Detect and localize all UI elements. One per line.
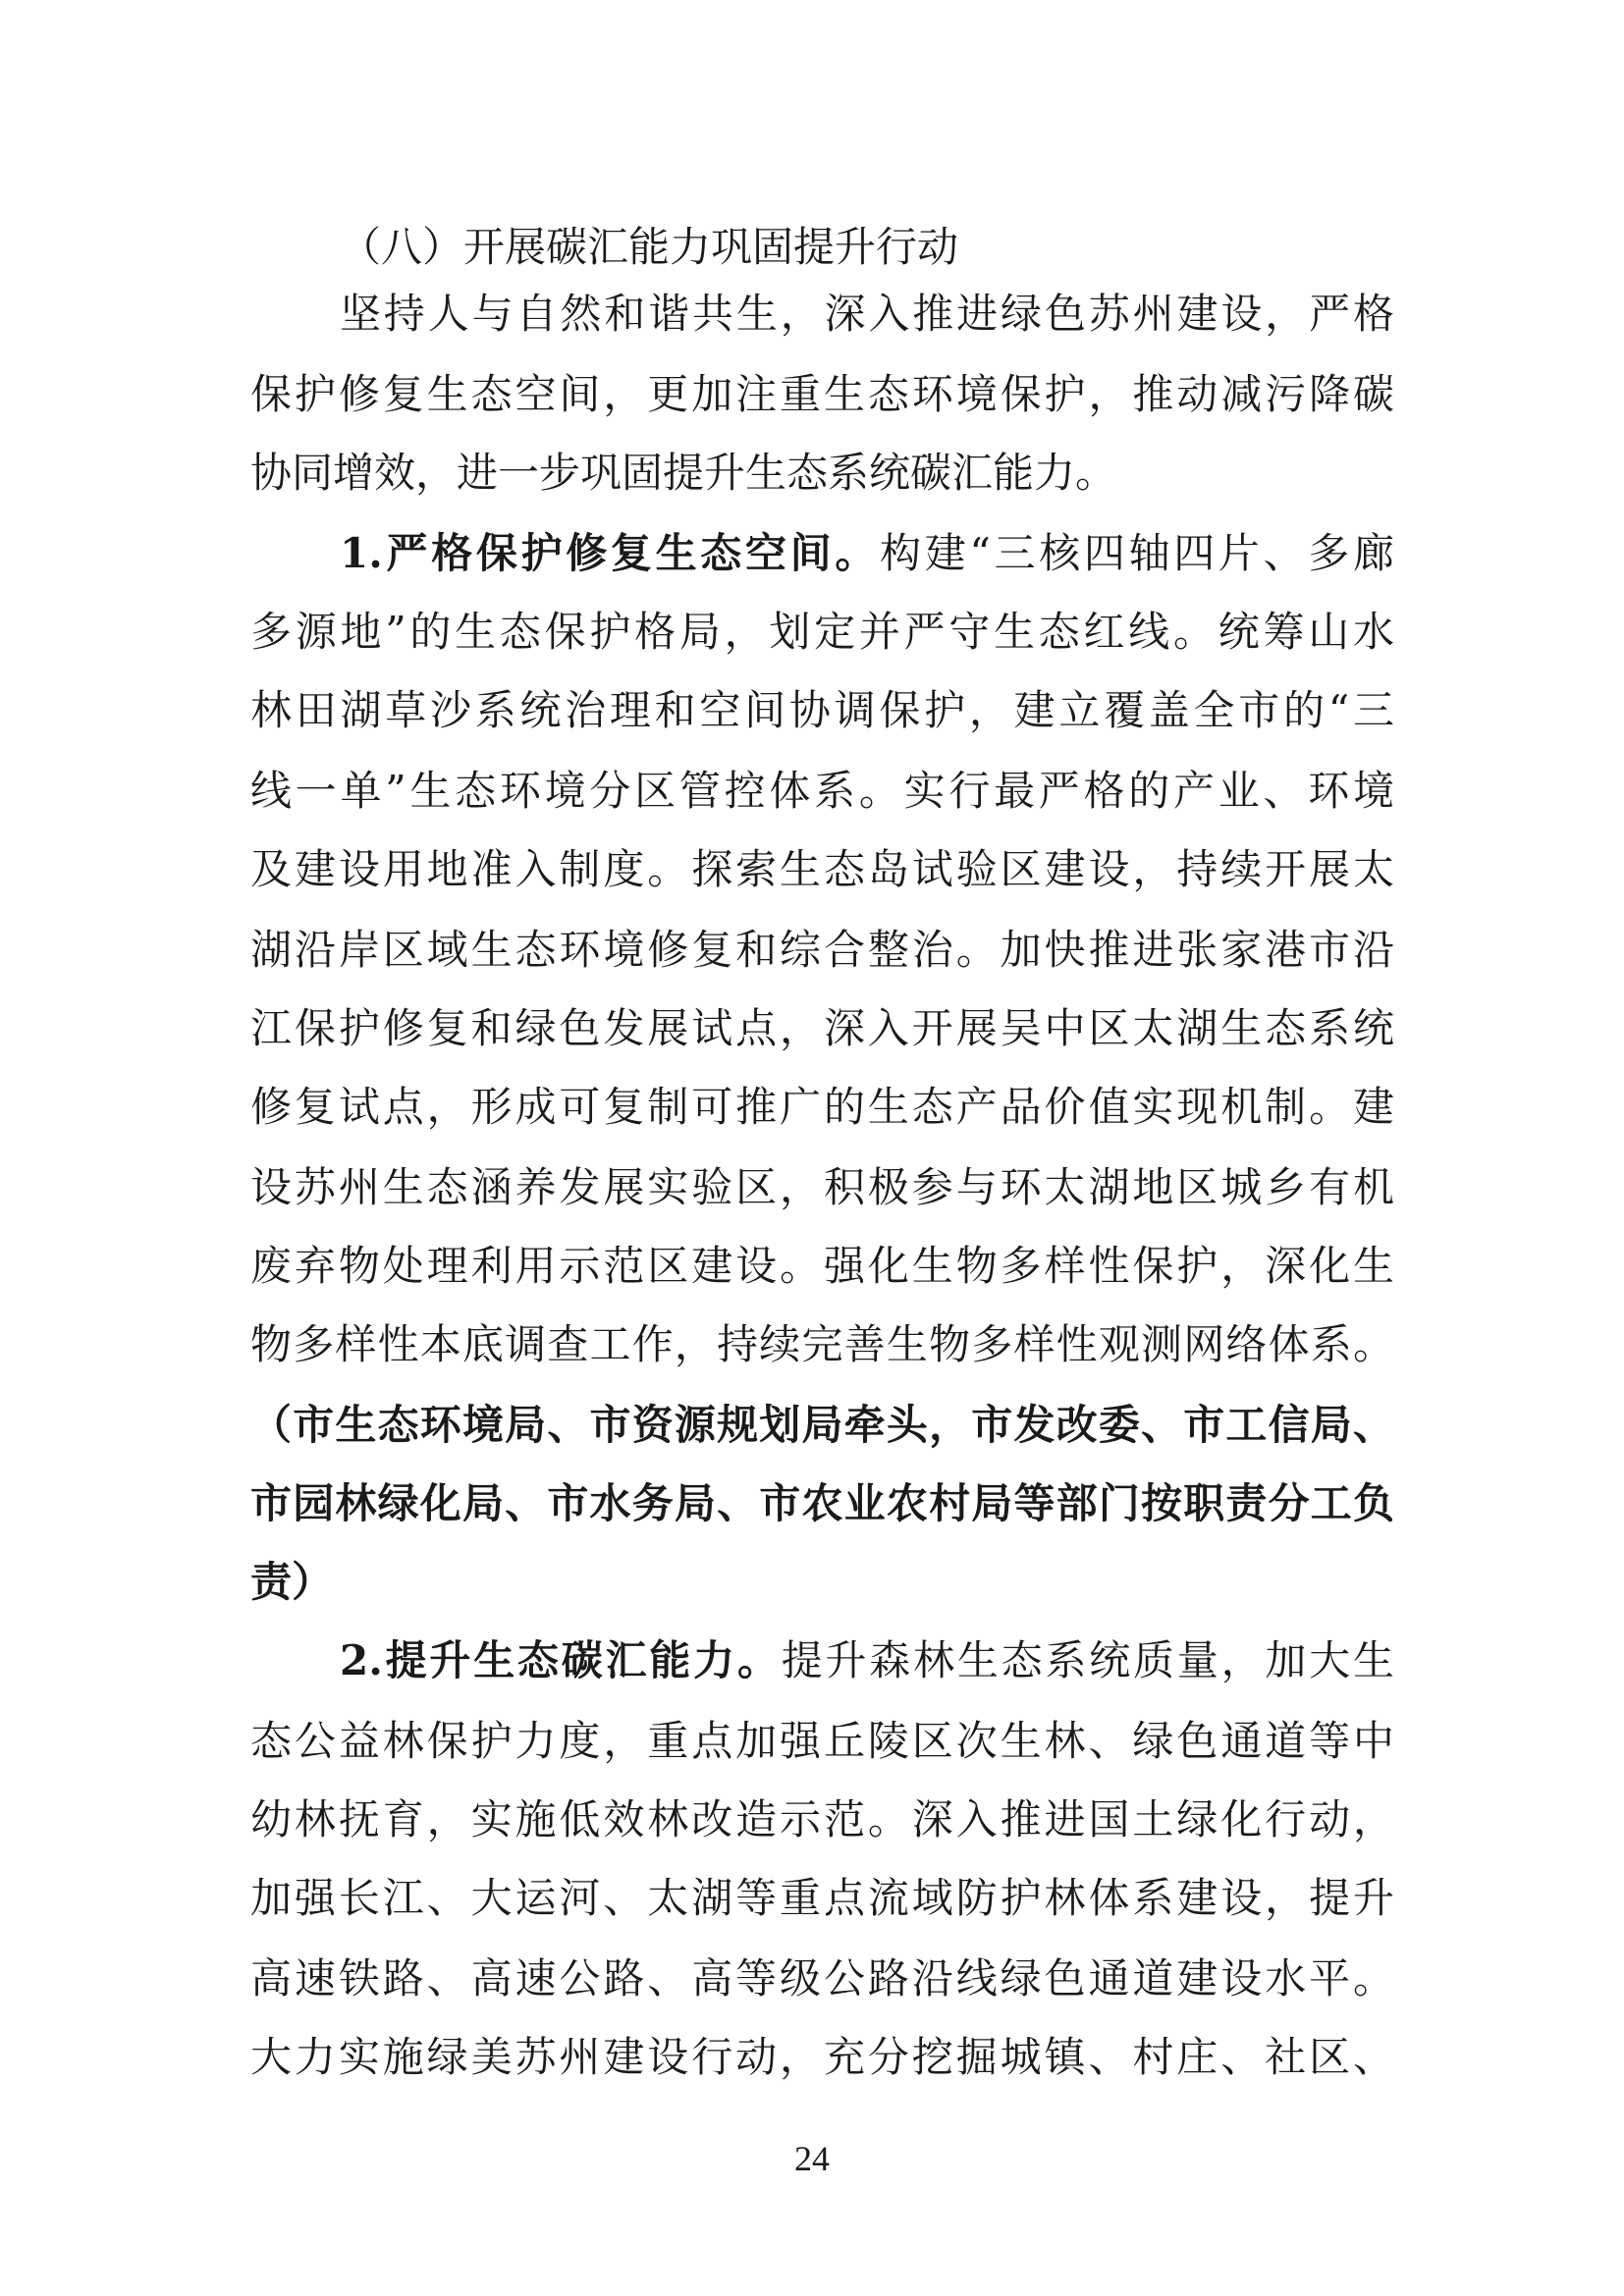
intro-line: 坚持人与自然和谐共生，深入推进绿色苏州建设，严格 bbox=[340, 290, 1394, 338]
item2-title: 2.提升生态碳汇能力。 bbox=[340, 1636, 782, 1684]
section-heading: （八）开展碳汇能力巩固提升行动 bbox=[340, 223, 959, 271]
item1-line: 江保护修复和绿色发展试点，深入开展吴中区太湖生态系统 bbox=[250, 1004, 1394, 1052]
item1-responsibility: 市园林绿化局、市水务局、市农业农村局等部门按职责分工负 bbox=[250, 1479, 1394, 1527]
item1-line: 湖沿岸区域生态环境修复和综合整治。加快推进张家港市沿 bbox=[250, 926, 1394, 974]
item1-responsibility: 责） bbox=[250, 1558, 334, 1606]
item2-line: 幼林抚育，实施低效林改造示范。深入推进国土绿化行动， bbox=[250, 1795, 1394, 1843]
item2-line: 高速铁路、高速公路、高等级公路沿线绿色通道建设水平。 bbox=[250, 1954, 1394, 2002]
intro-line: 保护修复生态空间，更加注重生态环境保护，推动减污降碳 bbox=[250, 370, 1394, 418]
item1-line: 多源地”的生态保护格局，划定并严守生态红线。统筹山水 bbox=[250, 608, 1394, 656]
item1-line: 修复试点，形成可复制可推广的生态产品价值实现机制。建 bbox=[250, 1083, 1394, 1131]
item2-first-line bbox=[340, 1631, 1394, 1690]
item1-first-line-rest: 构建“三核四轴四片、多廊 bbox=[880, 529, 1394, 577]
item1-title: 1.严格保护修复生态空间。 bbox=[340, 529, 881, 577]
item1-responsibility: （市生态环境局、市资源规划局牵头，市发改委、市工信局、 bbox=[250, 1401, 1394, 1449]
item1-line: 设苏州生态涵养发展实验区，积极参与环太湖地区城乡有机 bbox=[250, 1163, 1394, 1211]
item1-first-line bbox=[340, 524, 1394, 583]
item2-line: 加强长江、大运河、太湖等重点流域防护林体系建设，提升 bbox=[250, 1874, 1394, 1922]
item1-line: 物多样性本底调查工作，持续完善生物多样性观测网络体系。 bbox=[250, 1320, 1394, 1368]
item1-line: 及建设用地准入制度。探索生态岛试验区建设，持续开展太 bbox=[250, 845, 1394, 893]
item1-line: 废弃物处理利用示范区建设。强化生物多样性保护，深化生 bbox=[250, 1242, 1394, 1290]
item2-line: 态公益林保护力度，重点加强丘陵区次生林、绿色通道等中 bbox=[250, 1717, 1394, 1765]
intro-line: 协同增效，进一步巩固提升生态系统碳汇能力。 bbox=[250, 449, 1117, 497]
item1-line: 线一单”生态环境分区管控体系。实行最严格的产业、环境 bbox=[250, 767, 1394, 815]
item2-first-line-rest: 提升森林生态系统质量，加大生 bbox=[781, 1636, 1394, 1684]
item1-line: 林田湖草沙系统治理和空间协调保护，建立覆盖全市的“三 bbox=[250, 686, 1394, 734]
item2-line: 大力实施绿美苏州建设行动，充分挖掘城镇、村庄、社区、 bbox=[250, 2033, 1394, 2081]
page-number: 24 bbox=[794, 2139, 830, 2178]
